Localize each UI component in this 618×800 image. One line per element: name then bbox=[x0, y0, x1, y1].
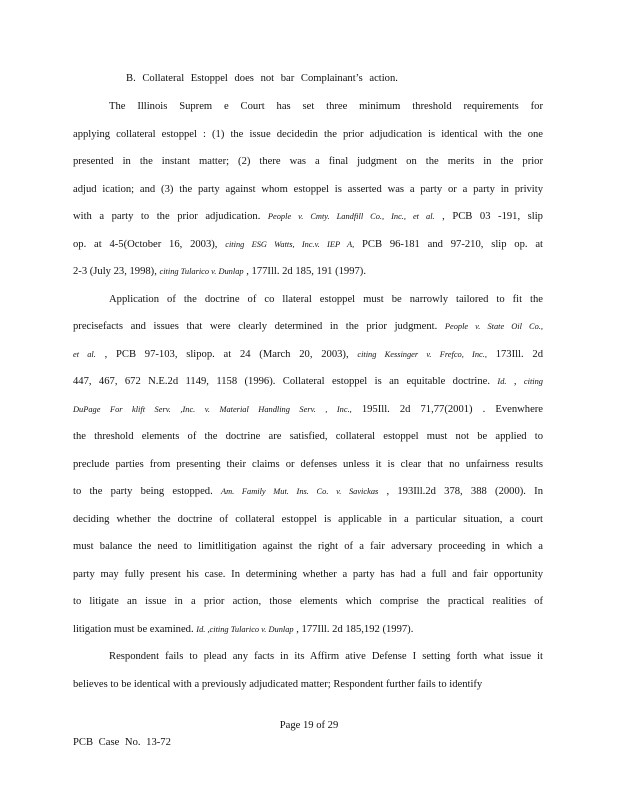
citation-text: citing Tularico v. Dunlap bbox=[159, 267, 244, 276]
citation-text: Id. ,citing Tularico v. Dunlap bbox=[196, 624, 294, 634]
citation-text: People v. Cmty. Landfill Co., Inc., et al. bbox=[267, 212, 435, 221]
text-line bbox=[73, 349, 543, 361]
text-line bbox=[73, 266, 543, 278]
text-segment: deciding whether the doctrine of collateral estoppel is applicable in a particular situation, a court bbox=[73, 513, 543, 525]
text-line bbox=[109, 101, 543, 113]
text-segment: 195Ill. 2d 71,77(2001) . Evenwhere bbox=[351, 403, 543, 415]
text-segment: adjud ication; and (3) the party against whom estoppel is asserted was a party or a party in privity bbox=[73, 183, 543, 195]
text-segment: applying collateral estoppel : (1) the issue decidedin the prior adjudication is identical with the one bbox=[73, 128, 543, 140]
text-segment: precisefacts and issues that were clearly determined in the prior judgment. bbox=[73, 321, 445, 332]
text-line bbox=[73, 679, 543, 691]
text-line bbox=[73, 514, 543, 526]
text-segment: 2-3 (July 23, 1998), bbox=[73, 266, 160, 277]
citation-text: et al. bbox=[73, 349, 96, 359]
citation-text: citing bbox=[523, 377, 543, 386]
text-line bbox=[73, 184, 543, 196]
text-line bbox=[73, 211, 543, 223]
text-segment: The Illinois Suprem e Court has set three minimum threshold requirements for bbox=[109, 101, 543, 112]
text-line bbox=[73, 156, 543, 168]
text-segment: Application of the doctrine of co llateral estoppel must be narrowly tailored to fit the bbox=[109, 293, 543, 305]
text-line bbox=[73, 239, 543, 251]
text-segment: , 177Ill. 2d 185, 191 (1997). bbox=[243, 266, 366, 277]
text-segment: , bbox=[506, 376, 524, 387]
text-line bbox=[109, 294, 543, 306]
section-heading: B. Collateral Estoppel does not bar Complainant’s action. bbox=[126, 73, 398, 84]
text-segment: presented in the instant matter; (2) there was a final judgment on the merits in the prior bbox=[73, 156, 543, 167]
text-line bbox=[73, 569, 543, 581]
text-segment: 447, 467, 672 N.E.2d 1149, 1158 (1996). Collateral estoppel is an equitable doctrine. bbox=[73, 376, 498, 387]
text-line bbox=[109, 651, 543, 663]
text-segment: believes to be identical with a previously adjudicated matter; Respondent further fails to identify bbox=[73, 678, 483, 690]
text-segment: party may fully present his case. In determining whether a party has had a full and fair opportunity bbox=[73, 568, 543, 580]
text-segment: , 193Ill.2d 378, 388 (2000). In bbox=[378, 486, 543, 497]
text-segment: to the party being estopped. bbox=[73, 486, 221, 497]
text-segment: , PCB 03 -191, slip bbox=[434, 211, 543, 222]
text-segment: to litigate an issue in a prior action, those elements which comprise the practical realities of bbox=[73, 596, 543, 607]
text-segment: litigation must be examined. bbox=[73, 623, 197, 635]
text-line bbox=[73, 486, 543, 498]
text-segment: the threshold elements of the doctrine are satisfied, collateral estoppel must not be applied to bbox=[73, 431, 543, 442]
text-segment: 173Ill. 2d bbox=[486, 348, 544, 360]
page-number: Page 19 of 29 bbox=[279, 720, 339, 731]
citation-text: People v. State Oil Co., bbox=[444, 322, 543, 331]
text-line bbox=[73, 129, 543, 141]
citation-text: Id. bbox=[497, 377, 507, 386]
text-line bbox=[73, 459, 543, 471]
text-segment: with a party to the prior adjudication. bbox=[73, 211, 268, 222]
text-segment: , 177Ill. 2d 185,192 (1997). bbox=[293, 623, 414, 635]
text-line bbox=[73, 404, 543, 416]
text-segment: preclude parties from presenting their claims or defenses unless it is clear that no unfairness results bbox=[73, 458, 543, 470]
text-line bbox=[73, 321, 543, 333]
text-segment: must balance the need to limitlitigation against the right of a fair adversary proceeding in which a bbox=[73, 541, 543, 552]
text-line bbox=[73, 541, 543, 553]
case-number: PCB Case No. 13-72 bbox=[73, 737, 171, 748]
text-line bbox=[73, 376, 543, 388]
citation-text: Am. Family Mut. Ins. Co. v. Savickas bbox=[220, 487, 379, 496]
text-segment: op. at 4-5(October 16, 2003), bbox=[73, 238, 226, 250]
text-line bbox=[73, 431, 543, 443]
text-line bbox=[73, 624, 543, 636]
text-line bbox=[73, 596, 543, 608]
citation-text: citing Kessinger v. Frefco, Inc., bbox=[357, 349, 487, 359]
citation-text: citing ESG Watts, Inc.v. IEP A, bbox=[225, 239, 355, 249]
text-segment: PCB 96-181 and 97-210, slip op. at bbox=[354, 238, 543, 250]
text-segment: Respondent fails to plead any facts in its Affirm ative Defense I setting forth what issue it bbox=[109, 651, 543, 662]
text-segment: , PCB 97-103, slipop. at 24 (March 20, 2003), bbox=[95, 348, 358, 360]
citation-text: DuPage For klift Serv. ,Inc. v. Material Handling Serv. , Inc., bbox=[73, 404, 352, 414]
